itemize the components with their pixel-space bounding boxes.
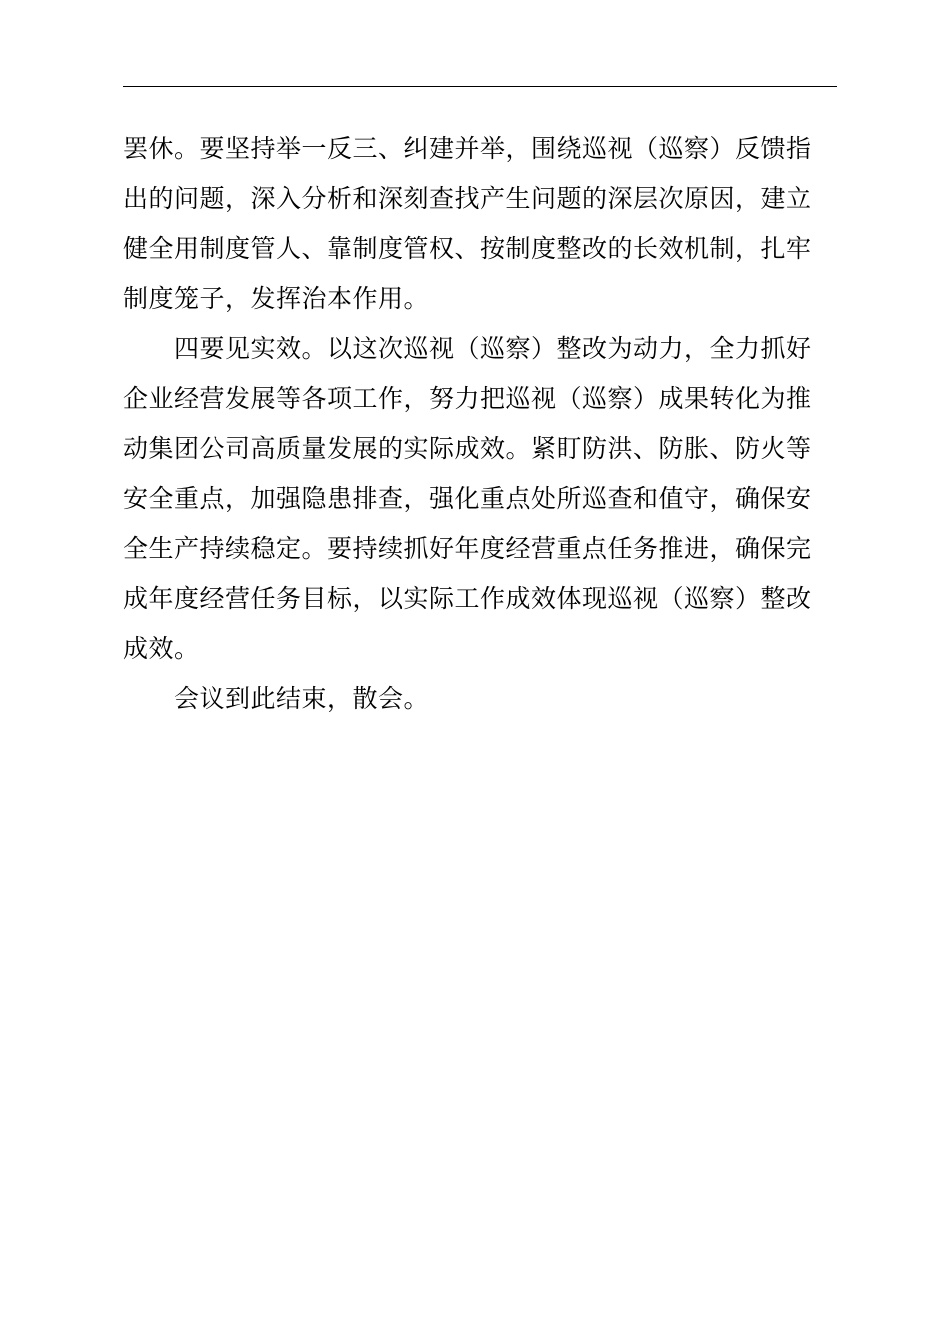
text-line: 出的问题，深入分析和深刻查找产生问题的深层次原因，建立 bbox=[123, 184, 812, 213]
text-line: 会议到此结束，散会。 bbox=[174, 684, 430, 713]
text-line: 动集团公司高质量发展的实际成效。紧盯防洪、防胀、防火等 bbox=[123, 434, 812, 463]
text-line: 成效。 bbox=[123, 634, 200, 663]
paragraph-3 bbox=[123, 674, 837, 724]
text-line: 四要见实效。以这次巡视（巡察）整改为动力，全力抓好 bbox=[174, 334, 812, 363]
text-line: 全生产持续稳定。要持续抓好年度经营重点任务推进，确保完 bbox=[123, 534, 812, 563]
paragraph-1 bbox=[123, 124, 837, 324]
document-body bbox=[123, 124, 837, 724]
text-line: 制度笼子，发挥治本作用。 bbox=[123, 284, 430, 313]
text-line: 成年度经营任务目标，以实际工作成效体现巡视（巡察）整改 bbox=[123, 584, 812, 613]
paragraph-2 bbox=[123, 324, 837, 674]
text-line: 罢休。要坚持举一反三、纠建并举，围绕巡视（巡察）反馈指 bbox=[123, 134, 812, 163]
text-line: 安全重点，加强隐患排查，强化重点处所巡查和值守，确保安 bbox=[123, 484, 812, 513]
header-rule bbox=[123, 86, 837, 87]
text-line: 企业经营发展等各项工作，努力把巡视（巡察）成果转化为推 bbox=[123, 384, 812, 413]
text-line: 健全用制度管人、靠制度管权、按制度整改的长效机制，扎牢 bbox=[123, 234, 812, 263]
